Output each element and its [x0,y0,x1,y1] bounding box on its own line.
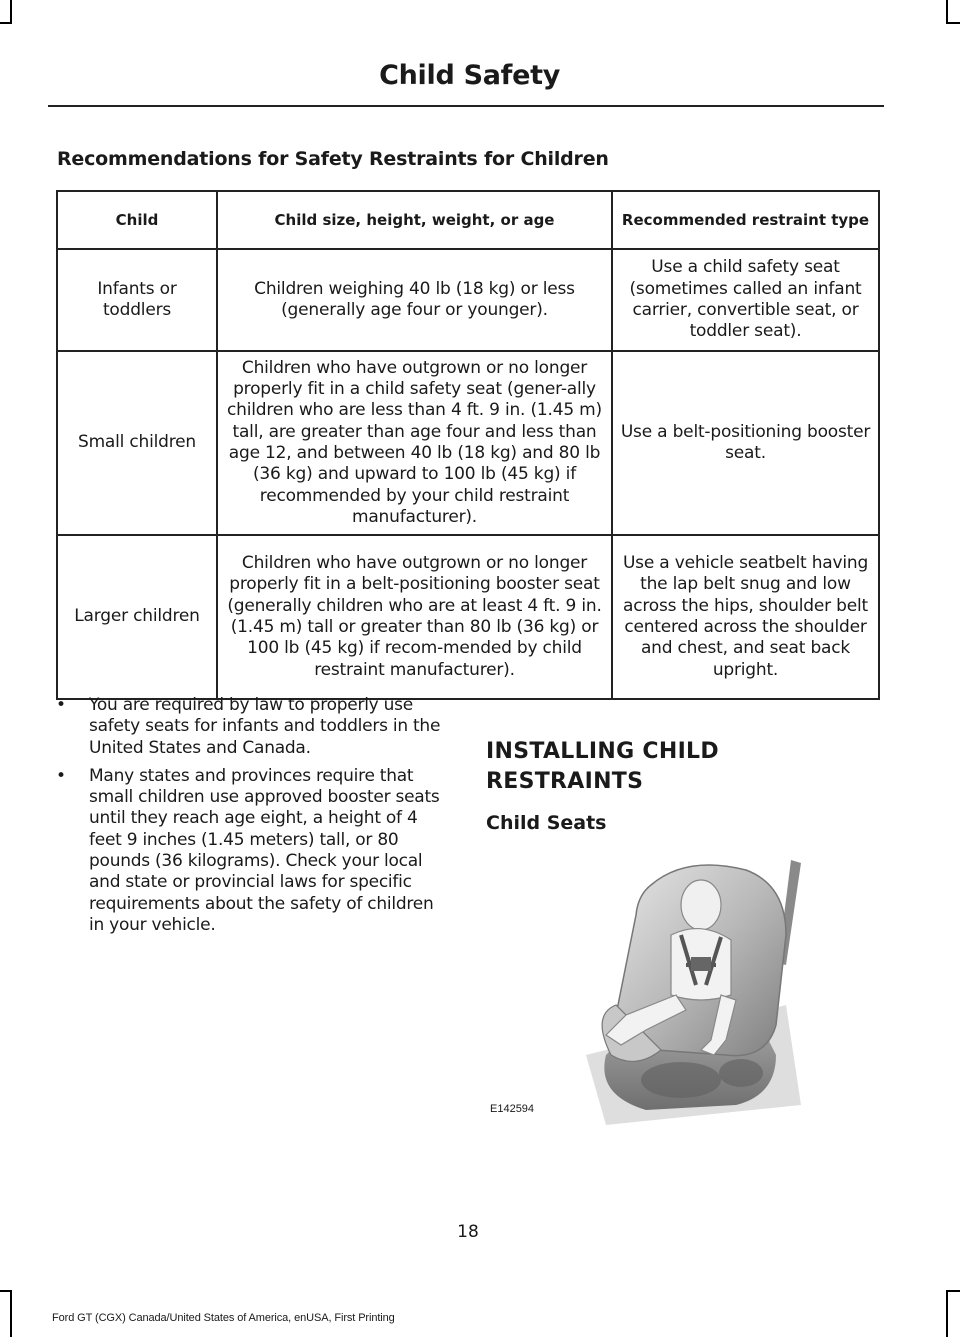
column-header-child: Child [57,191,217,249]
list-item-text: Many states and provinces require that small children use approved booster seats until they reach age eight, a height of 4 feet 9 inches (1.45 meters) tall, or 80 pounds (36 kilograms). Check your local and state or provincial laws for specific requirements about the safety of children in your vehicle. [89,765,440,935]
child-seat-icon [486,855,826,1127]
table-header-row [57,191,879,249]
table-row [57,249,879,351]
crop-mark [0,1290,12,1292]
crop-mark [0,22,12,24]
bullet-glyph: • [56,695,66,715]
crop-mark [946,0,948,24]
section-title: Recommendations for Safety Restraints for Children [57,148,609,170]
sub-heading: Child Seats [486,812,607,834]
column-header-size: Child size, height, weight, or age [217,191,612,249]
table-cell-child: Infants or toddlers [57,249,217,351]
crop-mark [10,1290,12,1337]
page-footer: Ford GT (CGX) Canada/United States of America, enUSA, First Printing [52,1312,395,1324]
restraint-recommendations-table [56,190,880,700]
table-cell-size: Children who have outgrown or no longer properly fit in a child safety seat (gener-ally children who are less than 4 ft. 9 in. (1.45 m) tall, are greater than age four and less than age 12, and between 40 lb (18 kg) and 80 lb (36 kg) and upward to 100 lb (45 kg) if recommended by your child restraint manufacturer). [217,351,612,535]
crop-mark [10,0,12,24]
list-item [56,695,451,759]
list-item-text: You are required by law to properly use safety seats for infants and toddlers in the United States and Canada. [89,695,441,758]
page-header-title: Child Safety [379,60,560,91]
crop-mark [946,22,960,24]
crop-mark [946,1290,948,1337]
list-item [56,766,451,936]
section-heading: INSTALLING CHILD RESTRAINTS [486,739,719,794]
bullet-glyph: • [56,765,66,786]
header-rule [48,105,884,107]
page-number: 18 [457,1222,479,1242]
column-header-restraint: Recommended restraint type [612,191,879,249]
table-cell-restraint: Use a vehicle seatbelt having the lap belt snug and low across the hips, shoulder belt centered across the shoulder and chest, and seat back upright. [612,535,879,699]
table-row [57,535,879,699]
table-cell-size: Children weighing 40 lb (18 kg) or less (generally age four or younger). [217,249,612,351]
bullet-list [56,695,451,943]
child-safety-seat-illustration [486,855,826,1127]
crop-mark [946,1290,960,1292]
table-cell-child: Larger children [57,535,217,699]
table-cell-restraint: Use a child safety seat (sometimes called an infant carrier, convertible seat, or toddler seat). [612,249,879,351]
table-cell-size: Children who have outgrown or no longer properly fit in a belt-positioning booster seat (generally children who are at least 4 ft. 9 in. (1.45 m) tall or greater than 80 lb (36 kg) or 100 lb (45 kg) if recom-mended by child restraint manufacturer). [217,535,612,699]
table-cell-child: Small children [57,351,217,535]
table-cell-restraint: Use a belt-positioning booster seat. [612,351,879,535]
figure-code: E142594 [490,1103,535,1115]
table-row [57,351,879,535]
